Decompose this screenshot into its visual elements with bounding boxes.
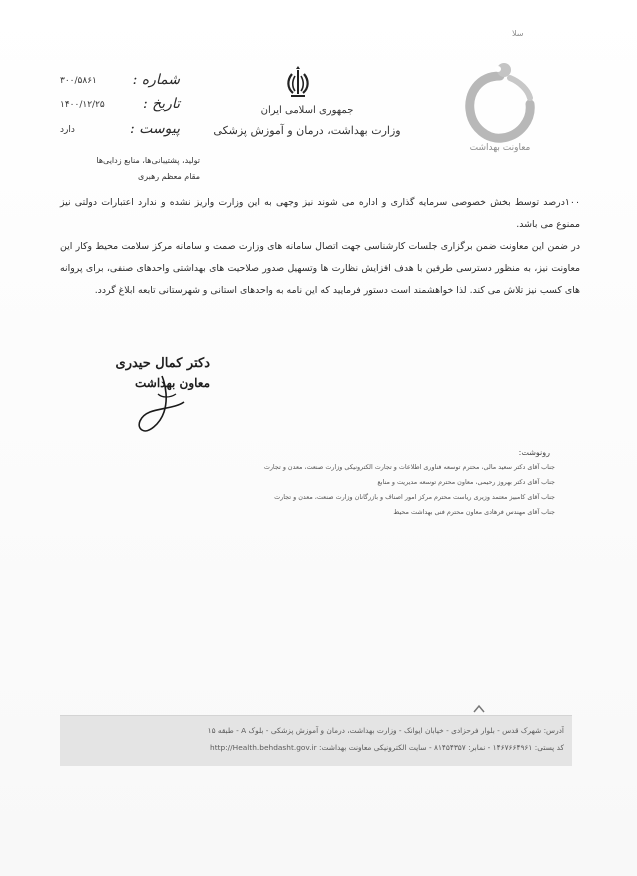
- letter-number-label: شماره :: [132, 72, 180, 88]
- letter-date-value: ۱۴۰۰/۱۲/۲۵: [60, 100, 105, 110]
- logo-caption: معاونت بهداشت: [469, 143, 531, 153]
- handwritten-signature: [132, 372, 192, 442]
- letter-attachment-label: پیوست :: [130, 121, 180, 137]
- letter-date-row: [60, 96, 180, 114]
- signatory-title: معاون بهداشت: [135, 376, 210, 390]
- footer-address-bar: [60, 715, 572, 766]
- cc-item: جناب آقای کامبیز معتمد وزیری ریاست محترم مرکز امور اصناف و بازرگانان وزارت صنعت، معدن و تجارت: [274, 493, 555, 501]
- cc-item: جناب آقای مهندس فرهادی معاون محترم فنی بهداشت محیط: [393, 508, 555, 516]
- letter-attachment-value: دارد: [60, 125, 75, 135]
- letter-number-value: ۳۰۰/۵۸۶۱: [60, 76, 97, 86]
- footer-mark-icon: [472, 704, 486, 714]
- government-name: جمهوری اسلامی ایران: [260, 105, 354, 116]
- body-paragraph-1-text: ۱۰۰درصد توسط بخش خصوصی سرمایه گذاری و اداره می شوند نیز وجهی به این وزارت واریز نشده و ندارد اعتبارات دولتی نیز ممنوع می باشد.: [60, 197, 580, 230]
- header-note-line1: تولید، پشتیبانی‌ها، منابع زدایی‌ها: [96, 156, 200, 165]
- footer-contact: کد پستی: ۱۴۶۷۶۶۴۹۶۱ - نمابر: ۸۱۴۵۴۳۵۷ - سایت الکترونیکی معاونت بهداشت: http://Health.behdasht.gov.ir: [210, 743, 564, 752]
- letter-date-label: تاریخ :: [142, 96, 180, 112]
- ministry-name: وزارت بهداشت، درمان و آموزش پزشکی: [213, 124, 401, 137]
- letter-attachment-row: [60, 121, 180, 139]
- corner-mark: سلا: [512, 29, 524, 38]
- body-paragraph-1: [60, 192, 580, 236]
- body-paragraph-2-text: در ضمن این معاونت ضمن برگزاری جلسات کارشناسی جهت اتصال سامانه های وزارت صمت و سامانه مرکز سلامت محیط وکار این معاونت نیز، به منظور دسترسی طرفین با هدف افزایش نظارت ها وتسهیل صدور صلاحیت های بهداشتی واحدهای صنفی، برای پروانه های کسب نیز تلاش می کند. لذا خواهشمند است دستور فرمایید که این نامه به واحدهای استانی و شهرستانی تابعه ابلاغ گردد.: [60, 241, 580, 296]
- footer-address: آدرس: شهرک قدس - بلوار فرحزادی - خیابان ایوانک - وزارت بهداشت، درمان و آموزش پزشکی - بلوک A - طبقه ۱۵: [207, 726, 564, 735]
- signatory-name: دکتر کمال حیدری: [115, 356, 210, 371]
- header-note-line2: مقام معظم رهبری: [137, 172, 200, 181]
- cc-heading: رونوشت:: [518, 448, 550, 457]
- cc-list: [170, 460, 555, 520]
- letter-number-row: [60, 72, 180, 90]
- body-paragraph-2: [60, 236, 580, 302]
- iran-emblem-icon: [279, 64, 317, 102]
- cc-item: جناب آقای دکتر سعید مالی، محترم توسعه فناوری اطلاعات و تجارت الکترونیکی وزارت صنعت، معدن و تجارت: [263, 463, 555, 471]
- cc-item: جناب آقای دکتر بهروز رحیمی، معاون محترم توسعه مدیریت و منابع: [377, 478, 555, 486]
